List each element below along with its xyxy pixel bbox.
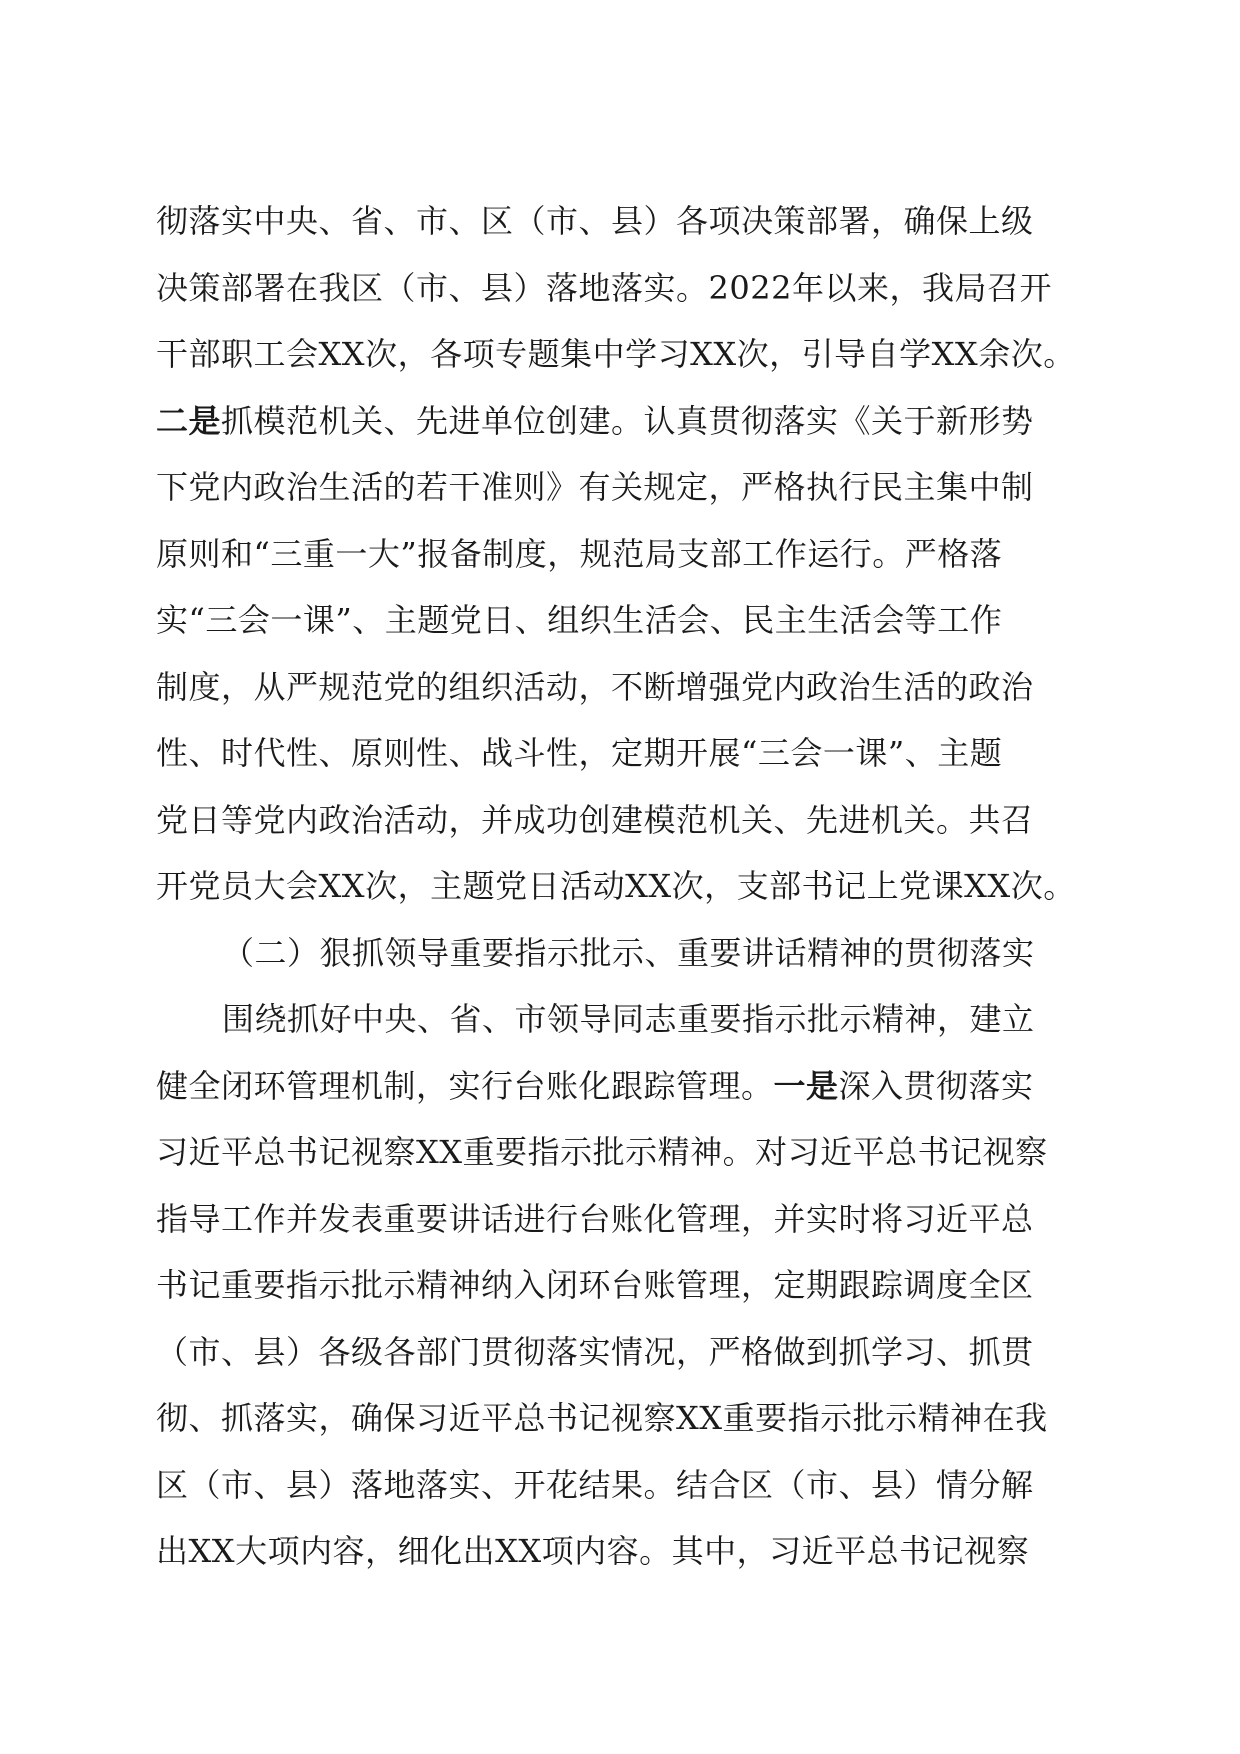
- line-text: 健全闭环管理机制，实行台账化跟踪管理。: [156, 1066, 774, 1105]
- line-text: 深入贯彻落实: [838, 1066, 1034, 1105]
- text-line: （市、县）各级各部门贯彻落实情况，严格做到抓学习、抓贯: [156, 1332, 1034, 1371]
- text-line: [156, 1053, 1086, 1120]
- emphasis-marker: 二是: [156, 401, 222, 440]
- text-line: 下党内政治生活的若干准则》有关规定，严格执行民主集中制: [156, 468, 1034, 506]
- section-heading: （二）狠抓领导重要指示批示、重要讲话精神的贯彻落实: [222, 933, 1035, 972]
- text-line: 决策部署在我区（市、县）落地落实。2022年以来，我局召开: [156, 268, 1052, 307]
- body-text: [156, 188, 1086, 1585]
- text-line: 出XX大项内容，细化出XX项内容。其中，习近平总书记视察: [156, 1532, 1030, 1570]
- text-line: 彻、抓落实，确保习近平总书记视察XX重要指示批示精神在我: [156, 1399, 1048, 1437]
- text-line: 性、时代性、原则性、战斗性，定期开展“三会一课”、主题: [156, 734, 1003, 772]
- text-line: 开党员大会XX次，主题党日活动XX次，支部书记上党课XX次。: [156, 867, 1076, 905]
- text-line: 干部职工会XX次，各项专题集中学习XX次，引导自学XX余次。: [156, 335, 1076, 373]
- text-line: 原则和“三重一大”报备制度，规范局支部工作运行。严格落: [156, 534, 1003, 573]
- text-line: 党日等党内政治活动，并成功创建模范机关、先进机关。共召: [156, 800, 1034, 839]
- text-line: 区（市、县）落地落实、开花结果。结合区（市、县）情分解: [156, 1465, 1034, 1504]
- emphasis-marker: 一是: [773, 1066, 839, 1105]
- text-line: 书记重要指示批示精神纳入闭环台账管理，定期跟踪调度全区: [156, 1266, 1034, 1304]
- text-line: 彻落实中央、省、市、区（市、县）各项决策部署，确保上级: [156, 202, 1034, 240]
- text-line: 制度，从严规范党的组织活动，不断增强党内政治生活的政治: [156, 667, 1034, 706]
- text-line: 习近平总书记视察XX重要指示批示精神。对习近平总书记视察: [156, 1133, 1048, 1171]
- line-text: 抓模范机关、先进单位创建。认真贯彻落实《关于新形势: [221, 401, 1034, 440]
- text-line: 实“三会一课”、主题党日、组织生活会、民主生活会等工作: [156, 601, 1003, 639]
- text-line: [156, 388, 1086, 455]
- text-line: 围绕抓好中央、省、市领导同志重要指示批示精神，建立: [222, 1000, 1035, 1038]
- text-line: 指导工作并发表重要讲话进行台账化管理，并实时将习近平总: [156, 1199, 1034, 1238]
